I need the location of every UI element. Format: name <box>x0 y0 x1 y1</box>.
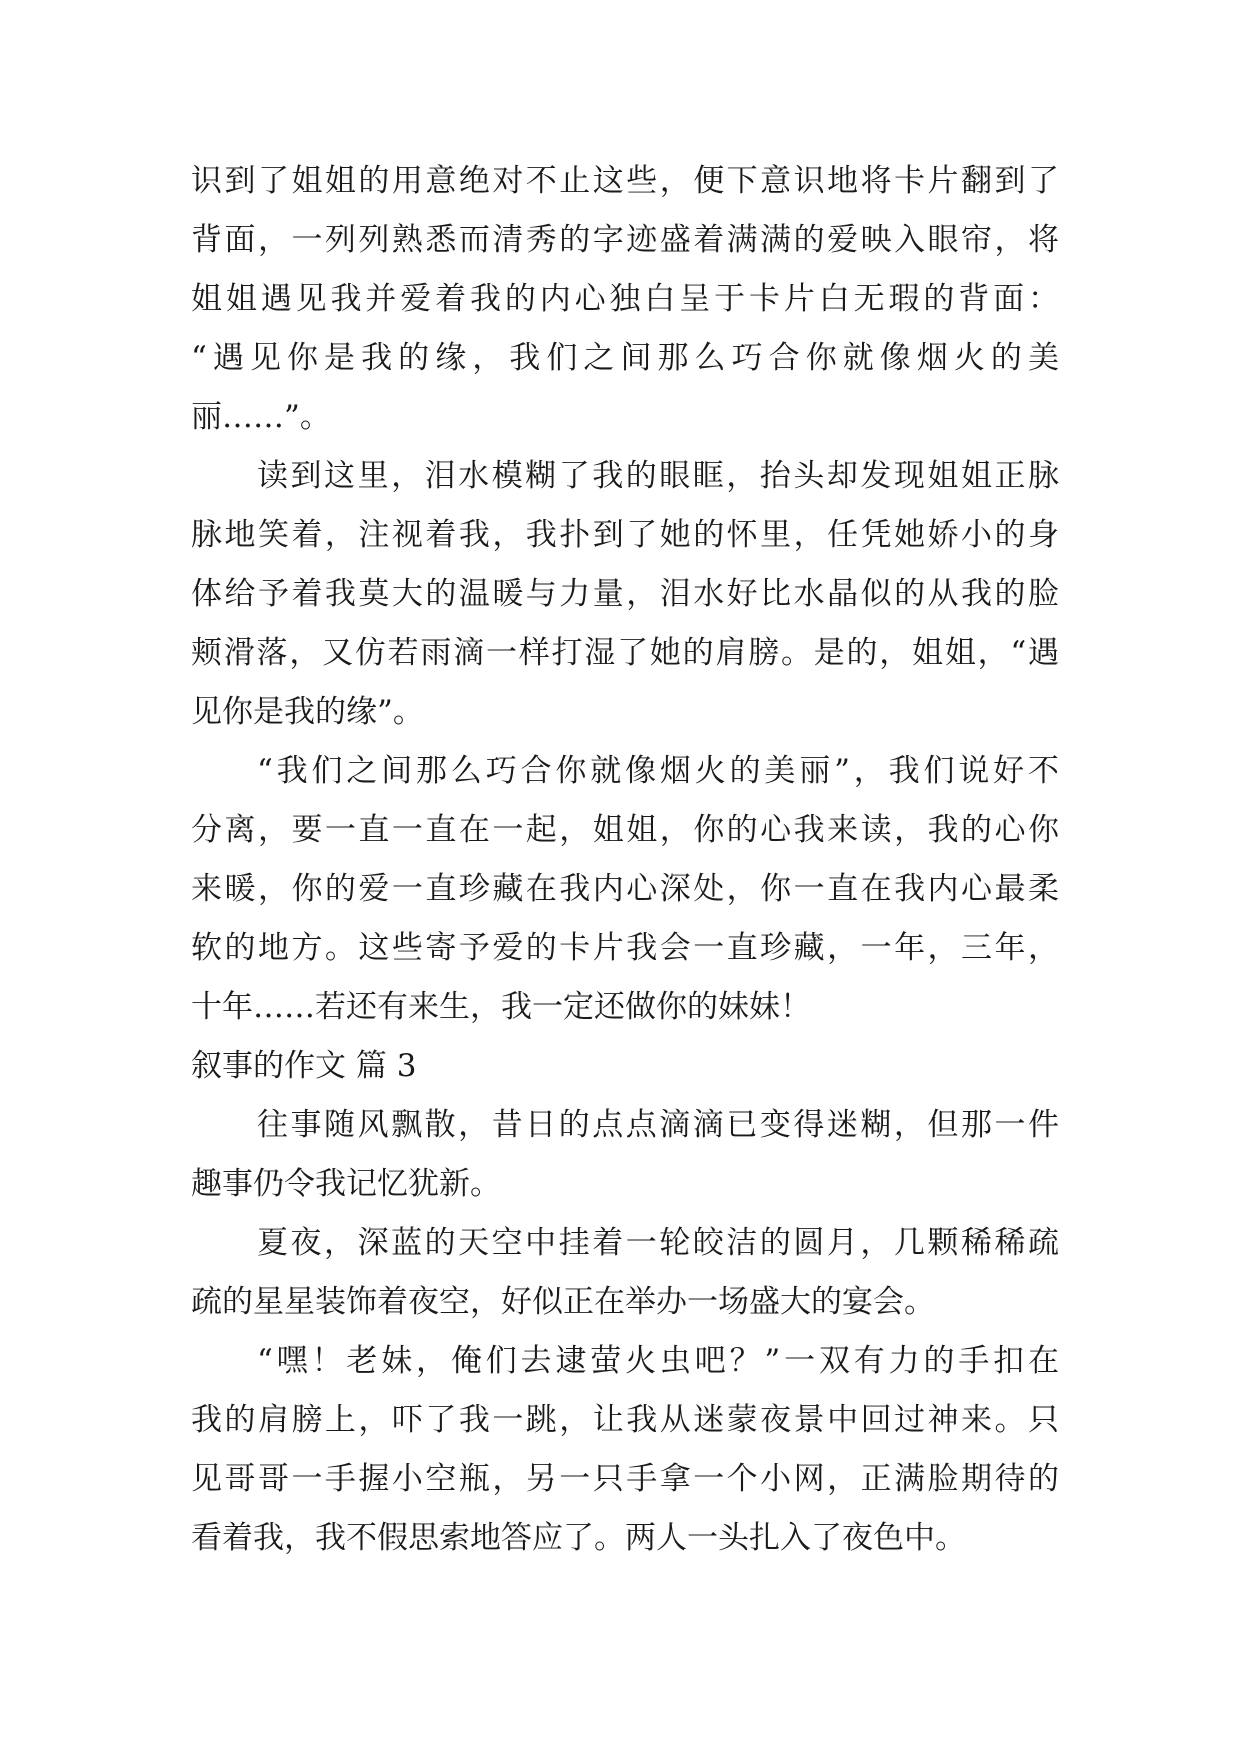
text-line: 疏的星星装饰着夜空，好似正在举办一场盛大的宴会。 <box>191 1284 935 1320</box>
text-line: 姐姐遇见我并爱着我的内心独白呈于卡片白无瑕的背面： <box>191 281 1059 317</box>
section-heading: 叙事的作文 篇 3 <box>191 1048 417 1084</box>
paragraph-first-line: “嘿！老妹，俺们去逮萤火虫吧？”一双有力的手扣在 <box>257 1343 1059 1379</box>
text-line: 十年……若还有来生，我一定还做你的妹妹！ <box>191 989 811 1025</box>
text-line: 趣事仍令我记忆犹新。 <box>191 1166 501 1202</box>
text-line: 丽……”。 <box>191 399 331 435</box>
paragraph-first-line: 往事随风飘散，昔日的点点滴滴已变得迷糊，但那一件 <box>257 1107 1059 1143</box>
text-line: “遇见你是我的缘，我们之间那么巧合你就像烟火的美 <box>191 340 1059 376</box>
paragraph-first-line: “我们之间那么巧合你就像烟火的美丽”，我们说好不 <box>257 753 1059 789</box>
text-line: 体给予着我莫大的温暖与力量，泪水好比水晶似的从我的脸 <box>191 576 1059 612</box>
text-line: 分离，要一直一直在一起，姐姐，你的心我来读，我的心你 <box>191 812 1059 848</box>
text-line: 见哥哥一手握小空瓶，另一只手拿一个小网，正满脸期待的 <box>191 1461 1059 1497</box>
text-line: 见你是我的缘”。 <box>191 694 424 730</box>
text-line: 识到了姐姐的用意绝对不止这些，便下意识地将卡片翻到了 <box>191 163 1059 199</box>
text-line: 软的地方。这些寄予爱的卡片我会一直珍藏，一年，三年， <box>191 930 1059 966</box>
paragraph-first-line: 夏夜，深蓝的天空中挂着一轮皎洁的圆月，几颗稀稀疏 <box>257 1225 1059 1261</box>
text-line: 脉地笑着，注视着我，我扑到了她的怀里，任凭她娇小的身 <box>191 517 1059 553</box>
text-line: 来暖，你的爱一直珍藏在我内心深处，你一直在我内心最柔 <box>191 871 1059 907</box>
text-line: 看着我，我不假思索地答应了。两人一头扎入了夜色中。 <box>191 1520 966 1556</box>
text-line: 颊滑落，又仿若雨滴一样打湿了她的肩膀。是的，姐姐，“遇 <box>191 635 1059 671</box>
text-line: 我的肩膀上，吓了我一跳，让我从迷蒙夜景中回过神来。只 <box>191 1402 1059 1438</box>
text-line: 背面，一列列熟悉而清秀的字迹盛着满满的爱映入眼帘，将 <box>191 222 1059 258</box>
paragraph-first-line: 读到这里，泪水模糊了我的眼眶，抬头却发现姐姐正脉 <box>257 458 1059 494</box>
essay-text <box>191 152 1059 1568</box>
